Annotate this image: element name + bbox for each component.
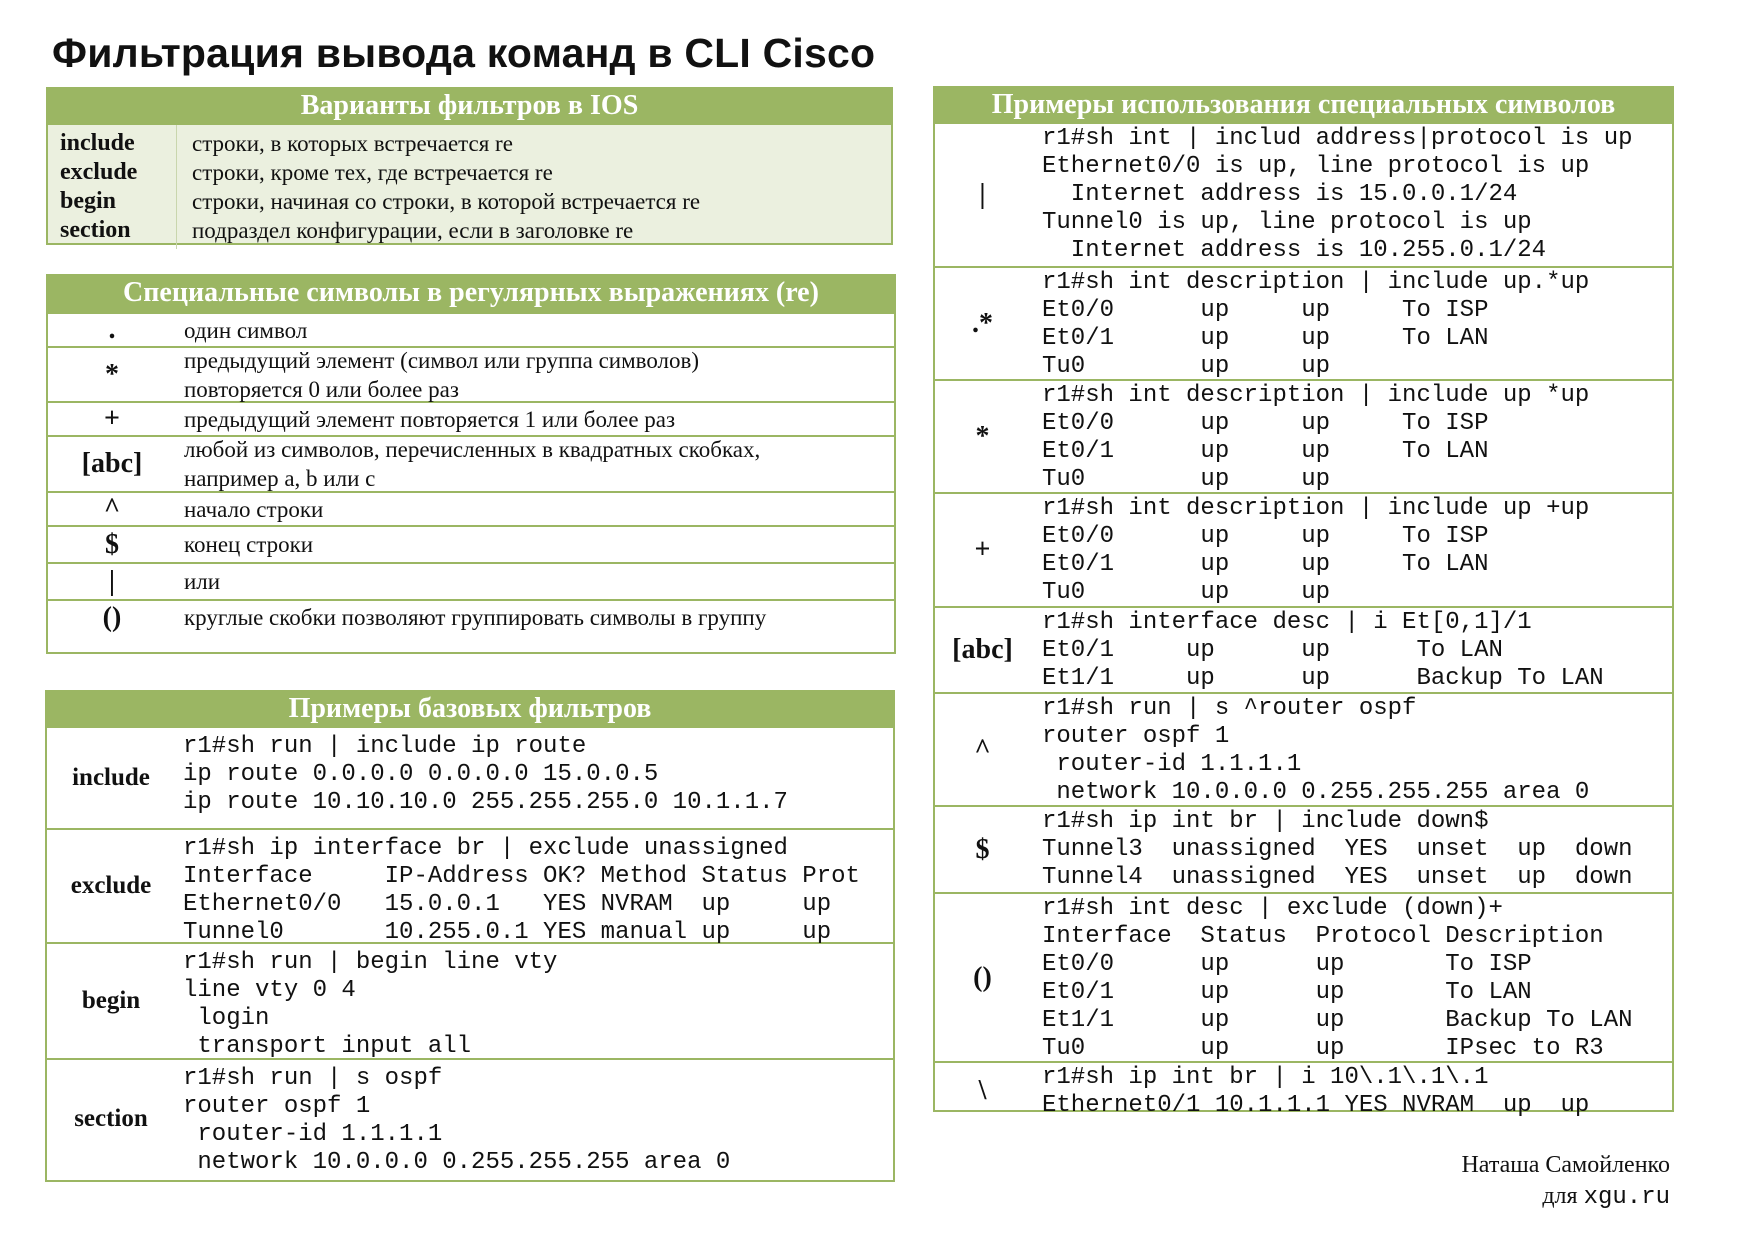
symbol-key: [abc] bbox=[81, 448, 143, 479]
special-example-row bbox=[935, 492, 1672, 606]
symbol-desc: любой из символов, перечисленных в квадратных скобках, bbox=[184, 437, 761, 462]
special-example-row bbox=[935, 1061, 1672, 1119]
special-example-symbol: | bbox=[979, 179, 986, 210]
code-block: r1#sh int description | include up.*up Et0/0 up up To ISP Et0/1 up up To LAN Tu0 up up bbox=[1042, 269, 1590, 380]
basic-examples-header: Примеры базовых фильтров bbox=[47, 692, 893, 728]
symbol-row bbox=[48, 312, 894, 346]
code-block: r1#sh interface desc | i Et[0,1]/1 Et0/1 up up To LAN Et1/1 up up Backup To LAN bbox=[1042, 609, 1604, 692]
basic-examples-card bbox=[45, 690, 895, 1182]
special-example-row bbox=[935, 266, 1672, 379]
symbol-row bbox=[48, 346, 894, 401]
filter-key: exclude bbox=[60, 159, 138, 185]
author-name: Наташа Самойленко bbox=[1461, 1152, 1670, 1178]
special-example-row bbox=[935, 805, 1672, 892]
symbol-row bbox=[48, 599, 894, 634]
symbol-row bbox=[48, 435, 894, 491]
code-block: r1#sh int | includ address|protocol is up Ethernet0/0 is up, line protocol is up Internet address is 15.0.0.1/24 Tunnel0 is up, line protocol is up Internet address is 10.255.0.1/24 bbox=[1042, 125, 1633, 264]
special-example-symbol: [abc] bbox=[952, 634, 1013, 665]
symbol-row bbox=[48, 562, 894, 599]
symbol-key: () bbox=[102, 601, 122, 633]
symbol-desc: повторяется 0 или более раз bbox=[184, 376, 459, 402]
filter-key: include bbox=[60, 130, 135, 156]
special-example-symbol: $ bbox=[975, 833, 990, 865]
regex-symbols-header: Специальные символы в регулярных выражениях (re) bbox=[48, 276, 894, 312]
filter-desc: подраздел конфигурации, если в заголовке re bbox=[192, 217, 634, 243]
code-block: r1#sh int description | include up +up Et0/0 up up To ISP Et0/1 up up To LAN Tu0 up up bbox=[1042, 495, 1590, 606]
basic-example-key: include bbox=[72, 764, 150, 791]
special-example-row bbox=[935, 606, 1672, 692]
symbol-desc: один символ bbox=[184, 317, 308, 343]
special-example-symbol: \ bbox=[978, 1075, 987, 1106]
special-example-row bbox=[935, 124, 1672, 266]
basic-example-row bbox=[47, 1058, 893, 1178]
special-example-symbol: () bbox=[973, 961, 992, 993]
special-examples-card bbox=[933, 86, 1674, 1119]
symbol-key: $ bbox=[105, 528, 119, 560]
symbol-row bbox=[48, 401, 894, 435]
special-example-row bbox=[935, 692, 1672, 805]
code-block: r1#sh int desc | exclude (down)+ Interface Status Protocol Description Et0/0 up up To ISP Et0/1 up up To LAN Et1/1 up up Backup To LAN Tu0 up up IPsec to R3 bbox=[1042, 895, 1633, 1062]
regex-symbols-card bbox=[46, 274, 896, 654]
code-block: r1#sh run | s ^router ospf router ospf 1 router-id 1.1.1.1 network 10.0.0.0 0.255.255.255 area 0 bbox=[1042, 695, 1590, 806]
symbol-desc: предыдущий элемент (символ или группа символов) bbox=[184, 347, 700, 373]
filter-desc: строки, начиная со строки, в которой встречается re bbox=[192, 188, 701, 214]
filter-variants-card bbox=[46, 87, 893, 245]
symbol-row bbox=[48, 491, 894, 525]
code-block: r1#sh ip int br | i 10\.1\.1\.1 Ethernet0/1 10.1.1.1 YES NVRAM up up bbox=[1042, 1064, 1590, 1119]
filter-key: section bbox=[60, 217, 131, 243]
filter-row bbox=[48, 216, 891, 245]
filter-row bbox=[48, 158, 891, 187]
symbol-desc: конец строки bbox=[184, 532, 314, 557]
basic-example-key: begin bbox=[81, 987, 141, 1014]
code-block: r1#sh int description | include up *up Et0/0 up up To ISP Et0/1 up up To LAN Tu0 up up bbox=[1042, 382, 1590, 493]
symbol-key: + bbox=[104, 403, 120, 434]
code-block: r1#sh ip int br | include down$ Tunnel3 unassigned YES unset up down Tunnel4 unassigned YES unset up down bbox=[1042, 808, 1633, 891]
symbol-row bbox=[48, 525, 894, 562]
basic-example-row bbox=[47, 728, 893, 828]
special-example-row bbox=[935, 892, 1672, 1061]
filter-desc: строки, кроме тех, где встречается re bbox=[192, 159, 553, 185]
author-site: xgu.ru bbox=[1583, 1184, 1670, 1211]
author-credit bbox=[1461, 1150, 1670, 1213]
symbol-key: | bbox=[108, 565, 116, 597]
symbol-key: . bbox=[108, 314, 116, 345]
special-example-symbol: ^ bbox=[974, 733, 991, 765]
code-block: r1#sh ip interface br | exclude unassigned Interface IP-Address OK? Method Status Prot Ethernet0/0 15.0.0.1 YES NVRAM up up Tunnel0 10.255.0.1 YES manual up up bbox=[183, 835, 860, 946]
basic-example-key: section bbox=[74, 1105, 148, 1132]
symbol-desc: например a, b или c bbox=[184, 466, 376, 491]
filter-variants-header: Варианты фильтров в IOS bbox=[48, 89, 891, 125]
filter-desc: строки, в которых встречается re bbox=[192, 130, 513, 156]
page-title: Фильтрация вывода команд в CLI Cisco bbox=[52, 30, 876, 76]
basic-example-row bbox=[47, 828, 893, 946]
filter-row bbox=[48, 187, 891, 216]
special-example-symbol: + bbox=[974, 534, 991, 565]
filter-key: begin bbox=[60, 188, 117, 214]
column-divider bbox=[176, 125, 177, 249]
symbol-desc: или bbox=[184, 569, 221, 594]
special-examples-header: Примеры использования специальных символов bbox=[935, 88, 1672, 124]
basic-example-key: exclude bbox=[70, 872, 152, 899]
special-example-symbol: * bbox=[975, 420, 990, 452]
symbol-key: ^ bbox=[103, 493, 121, 524]
code-block: r1#sh run | s ospf router ospf 1 router-id 1.1.1.1 network 10.0.0.0 0.255.255.255 area 0 bbox=[183, 1065, 731, 1176]
symbol-desc: начало строки bbox=[184, 496, 324, 522]
symbol-key: * bbox=[105, 358, 119, 390]
special-example-row bbox=[935, 379, 1672, 492]
code-block: r1#sh run | include ip route ip route 0.0.0.0 0.0.0.0 15.0.0.5 ip route 10.10.10.0 255.255.255.0 10.1.1.7 bbox=[183, 733, 788, 816]
basic-example-row bbox=[47, 942, 893, 1058]
code-block: r1#sh run | begin line vty line vty 0 4 login transport input all bbox=[183, 949, 558, 1060]
symbol-desc: круглые скобки позволяют группировать символы в группу bbox=[184, 605, 767, 630]
special-example-symbol: .* bbox=[972, 307, 993, 339]
filter-row bbox=[48, 129, 891, 158]
author-for-label: для bbox=[1542, 1183, 1578, 1209]
symbol-desc: предыдущий элемент повторяется 1 или более раз bbox=[184, 406, 676, 432]
